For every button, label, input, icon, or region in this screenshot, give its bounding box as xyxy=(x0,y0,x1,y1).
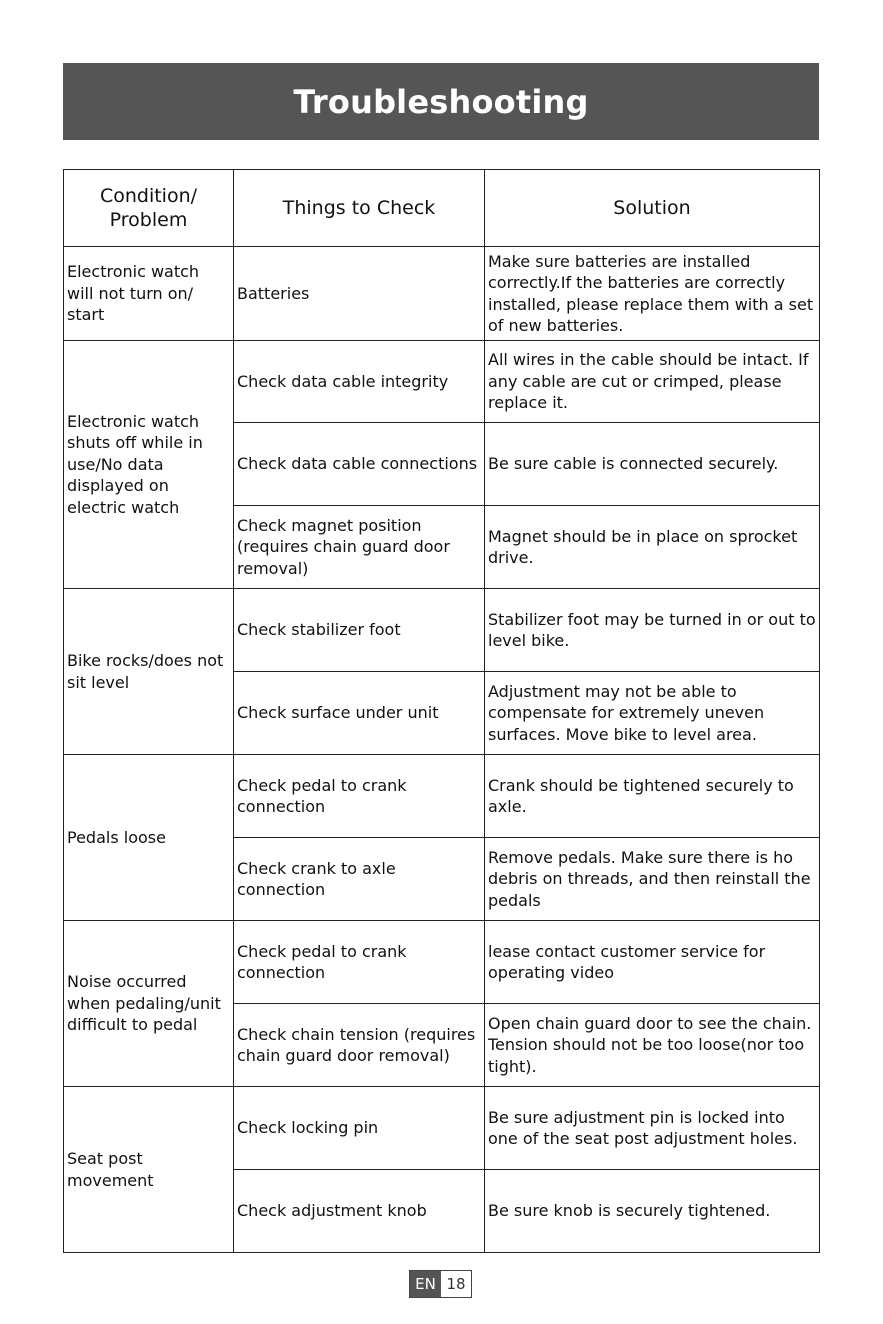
solution-cell: Crank should be tightened securely to axle. xyxy=(485,755,820,838)
solution-cell: Adjustment may not be able to compensate for extremely uneven surfaces. Move bike to level area. xyxy=(485,672,820,755)
page-footer xyxy=(409,1270,472,1298)
solution-cell: Remove pedals. Make sure there is ho debris on threads, and then reinstall the pedals xyxy=(485,838,820,921)
check-cell: Check crank to axle connection xyxy=(234,838,485,921)
table-row xyxy=(64,921,820,1004)
table-row xyxy=(64,341,820,423)
condition-cell: Electronic watch will not turn on/ start xyxy=(64,247,234,341)
table-row xyxy=(64,1087,820,1170)
solution-cell: Be sure knob is securely tightened. xyxy=(485,1170,820,1253)
condition-cell: Bike rocks/does not sit level xyxy=(64,589,234,755)
check-cell: Batteries xyxy=(234,247,485,341)
condition-cell: Electronic watch shuts off while in use/No data displayed on electric watch xyxy=(64,341,234,589)
page-title: Troubleshooting xyxy=(63,63,819,140)
solution-cell: Make sure batteries are installed correctly.If the batteries are correctly installed, please replace them with a set of new batteries. xyxy=(485,247,820,341)
check-cell: Check data cable connections xyxy=(234,423,485,506)
solution-cell: Magnet should be in place on sprocket drive. xyxy=(485,506,820,589)
header-condition: Condition/ Problem xyxy=(64,170,234,247)
check-cell: Check adjustment knob xyxy=(234,1170,485,1253)
table-row xyxy=(64,755,820,838)
check-cell: Check stabilizer foot xyxy=(234,589,485,672)
check-cell: Check pedal to crank connection xyxy=(234,921,485,1004)
language-badge: EN xyxy=(410,1271,441,1297)
condition-cell: Noise occurred when pedaling/unit difficult to pedal xyxy=(64,921,234,1087)
check-cell: Check data cable integrity xyxy=(234,341,485,423)
check-cell: Check surface under unit xyxy=(234,672,485,755)
solution-cell: Be sure adjustment pin is locked into one of the seat post adjustment holes. xyxy=(485,1087,820,1170)
table-row xyxy=(64,589,820,672)
solution-cell: Stabilizer foot may be turned in or out to level bike. xyxy=(485,589,820,672)
solution-cell: lease contact customer service for operating video xyxy=(485,921,820,1004)
check-cell: Check magnet position (requires chain guard door removal) xyxy=(234,506,485,589)
check-cell: Check chain tension (requires chain guard door removal) xyxy=(234,1004,485,1087)
check-cell: Check pedal to crank connection xyxy=(234,755,485,838)
page-number: 18 xyxy=(441,1271,471,1297)
table-row xyxy=(64,247,820,341)
header-things-to-check: Things to Check xyxy=(234,170,485,247)
condition-cell: Seat post movement xyxy=(64,1087,234,1253)
solution-cell: Open chain guard door to see the chain. Tension should not be too loose(nor too tight). xyxy=(485,1004,820,1087)
troubleshooting-table xyxy=(63,169,820,1253)
condition-cell: Pedals loose xyxy=(64,755,234,921)
header-solution: Solution xyxy=(485,170,820,247)
solution-cell: All wires in the cable should be intact. If any cable are cut or crimped, please replace it. xyxy=(485,341,820,423)
check-cell: Check locking pin xyxy=(234,1087,485,1170)
solution-cell: Be sure cable is connected securely. xyxy=(485,423,820,506)
